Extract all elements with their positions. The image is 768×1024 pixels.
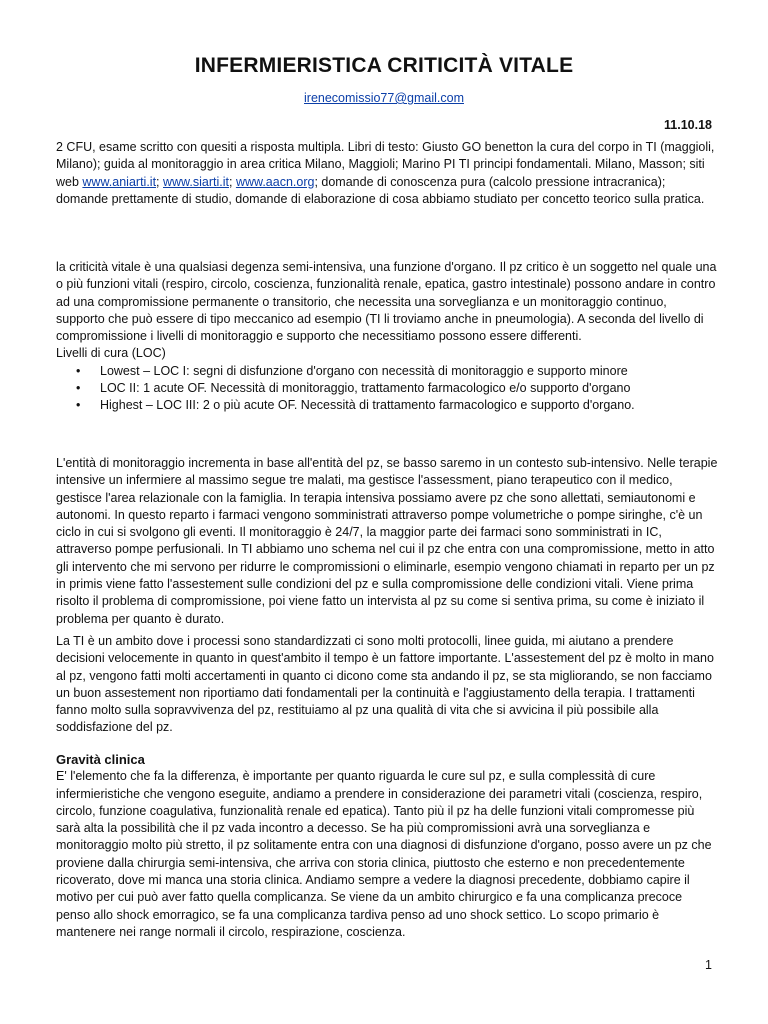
criticita-section <box>56 259 718 415</box>
list-item <box>56 380 718 397</box>
section-heading: Gravità clinica <box>56 752 145 767</box>
bullet-icon: • <box>76 381 81 396</box>
aniarti-link[interactable]: www.aniarti.it <box>82 174 157 189</box>
siarti-link[interactable]: www.siarti.it <box>163 174 229 189</box>
intro-paragraph <box>56 139 718 208</box>
gravita-section <box>56 751 718 941</box>
aacn-link[interactable]: www.aacn.org <box>235 174 315 189</box>
separator: ; <box>228 174 236 189</box>
intro-text-continued: ; domande di conoscenza pura (calcolo pressione intracranica); domande prettamente di studio, domande di elaborazione di cosa abbiamo studiato per concetto teorico sulla pratica. <box>56 174 705 206</box>
criticita-paragraph: la criticità vitale è una qualsiasi degenza semi-intensiva, una funzione d'organo. Il pz critico è un soggetto nel quale una o più funzioni vitali (respiro, circolo, coscienza, funzionalità renale, epatica, gastro intestinale) possono andare in contro ad una compromissione permanente o transitorio, che necessita una sorveglianza e un monitoraggio continuo, supporto che può essere di tipo meccanico ad esempio (TI li troviamo anche in pneumologia). A seconda del livello di compromissione i livelli di monitoraggio e supporto che necessitiamo possono essere differenti. <box>56 260 717 344</box>
document-title: INFERMIERISTICA CRITICITÀ VITALE <box>194 54 574 77</box>
loc-label: Livelli di cura (LOC) <box>56 346 166 361</box>
page-number: 1 <box>705 958 712 972</box>
bullet-icon: • <box>76 363 81 378</box>
loc-list <box>56 363 718 415</box>
loc-item-text: LOC II: 1 acute OF. Necessità di monitoraggio, trattamento farmacologico e/o supporto d'organo <box>100 381 631 396</box>
separator: ; <box>156 174 163 189</box>
list-item <box>56 397 718 414</box>
loc-item-text: Lowest – LOC I: segni di disfunzione d'organo con necessità di monitoraggio e supporto minore <box>100 363 628 378</box>
document-date: 11.10.18 <box>664 118 712 132</box>
loc-item-text: Highest – LOC III: 2 o più acute OF. Necessità di trattamento farmacologico e supporto d'organo. <box>100 398 635 413</box>
ti-paragraph: La TI è un ambito dove i processi sono standardizzati ci sono molti protocolli, linee guida, mi aiutano a prendere decisioni velocemente in quanto in quest'ambito il tempo è un fattore importante. L'assestement del pz è molto in mano al pz, vengono fatti molti accertamenti in quanto ci dicono come sta andando il pz, se sta migliorando, se non facciamo un buon assestement non riportiamo dati fondamentali per la continuità e l'aggiustamento della terapia. I trattamenti fanno molto sulla sopravvivenza del pz, restituiamo al pz una qualità di vita che si avvicina il più possibile alla soddisfazione del pz. <box>56 634 714 735</box>
gravita-paragraph: E' l'elemento che fa la differenza, è importante per quanto riguarda le cure sul pz, e sulla complessità di cure infermieristiche che vengono eseguite, andiamo a prendere in considerazione dei parametri vitali (coscienza, respiro, circolo, funzione coagulativa, funzionalità renale ed epatica). Tanto più il pz ha delle funzioni vitali compromesse più sarà alta la possibilità che il pz vada incontro a decesso. Se ha più compromissioni avrà una sorveglianza e monitoraggio molto più stretto, il pz solitamente entra con una diagnosi di disfunzione d'organo, posso avere un pz che proviene dalla chirurgia semi-intensiva, che arriva con storia clinica, piuttosto che esterno e non precedentemente ricoverato, dove mi manca una storia clinica. Andiamo sempre a vedere la diagnosi precedente, dobbiamo capire il motivo per cui può aver fatto quella complicanza. Se viene da un ambito chirurgico e fa una complicanza precoce penso allo shock emorragico, se fa una complicanza tardiva penso ad uno shock settico. Lo scopo primario è mantenere nei range normali il circolo, respirazione, coscienza. <box>56 769 712 939</box>
list-item <box>56 363 718 380</box>
email-link[interactable]: irenecomissio77@gmail.com <box>304 91 464 105</box>
bullet-icon: • <box>76 398 81 413</box>
intro-text: 2 CFU, esame scritto con quesiti a risposta multipla. Libri di testo: Giusto GO benetton la cura del corpo in TI (maggioli, Milano); guida al monitoraggio in area critica Milano, Maggioli; Marino PI TI principi fondamentali. Milano, Masson; siti web <box>56 140 715 189</box>
monitoraggio-paragraph: L'entità di monitoraggio incrementa in base all'entità del pz, se basso saremo in un contesto sub-intensivo. Nelle terapie intensive un infermiere al massimo segue tre malati, ma gestisce l'assessment, piano terapeutico con il medico, gestisce l'area relazionale con la famiglia. In terapia intensiva possiamo avere pz che sono allettati, semiautonomi e autonomi. In questo reparto i farmaci vengono somministrati attraverso pompe volumetriche o pompe siringhe, c'è un ciclo in cui si svolgono gli eventi. Il monitoraggio è 24/7, la maggior parte dei farmaci sono somministrati in IC, attraverso pompe perfusionali. In TI abbiamo uno schema nel cui il pz che entra con una compromissione, metto in atto gli intervento che mi servono per ridurre le compromissioni o eliminarle, esempio vengono chiamati in reparto per un pz in primis viene fatto l'assestement sulle condizioni del pz e sulla compromissione delle condizioni vitali. Viene prima risolto il problema di compromissione, poi viene fatto un intervista al pz su come si sentiva prima, su come è iniziato il problema per quanto è durato. <box>56 456 718 626</box>
